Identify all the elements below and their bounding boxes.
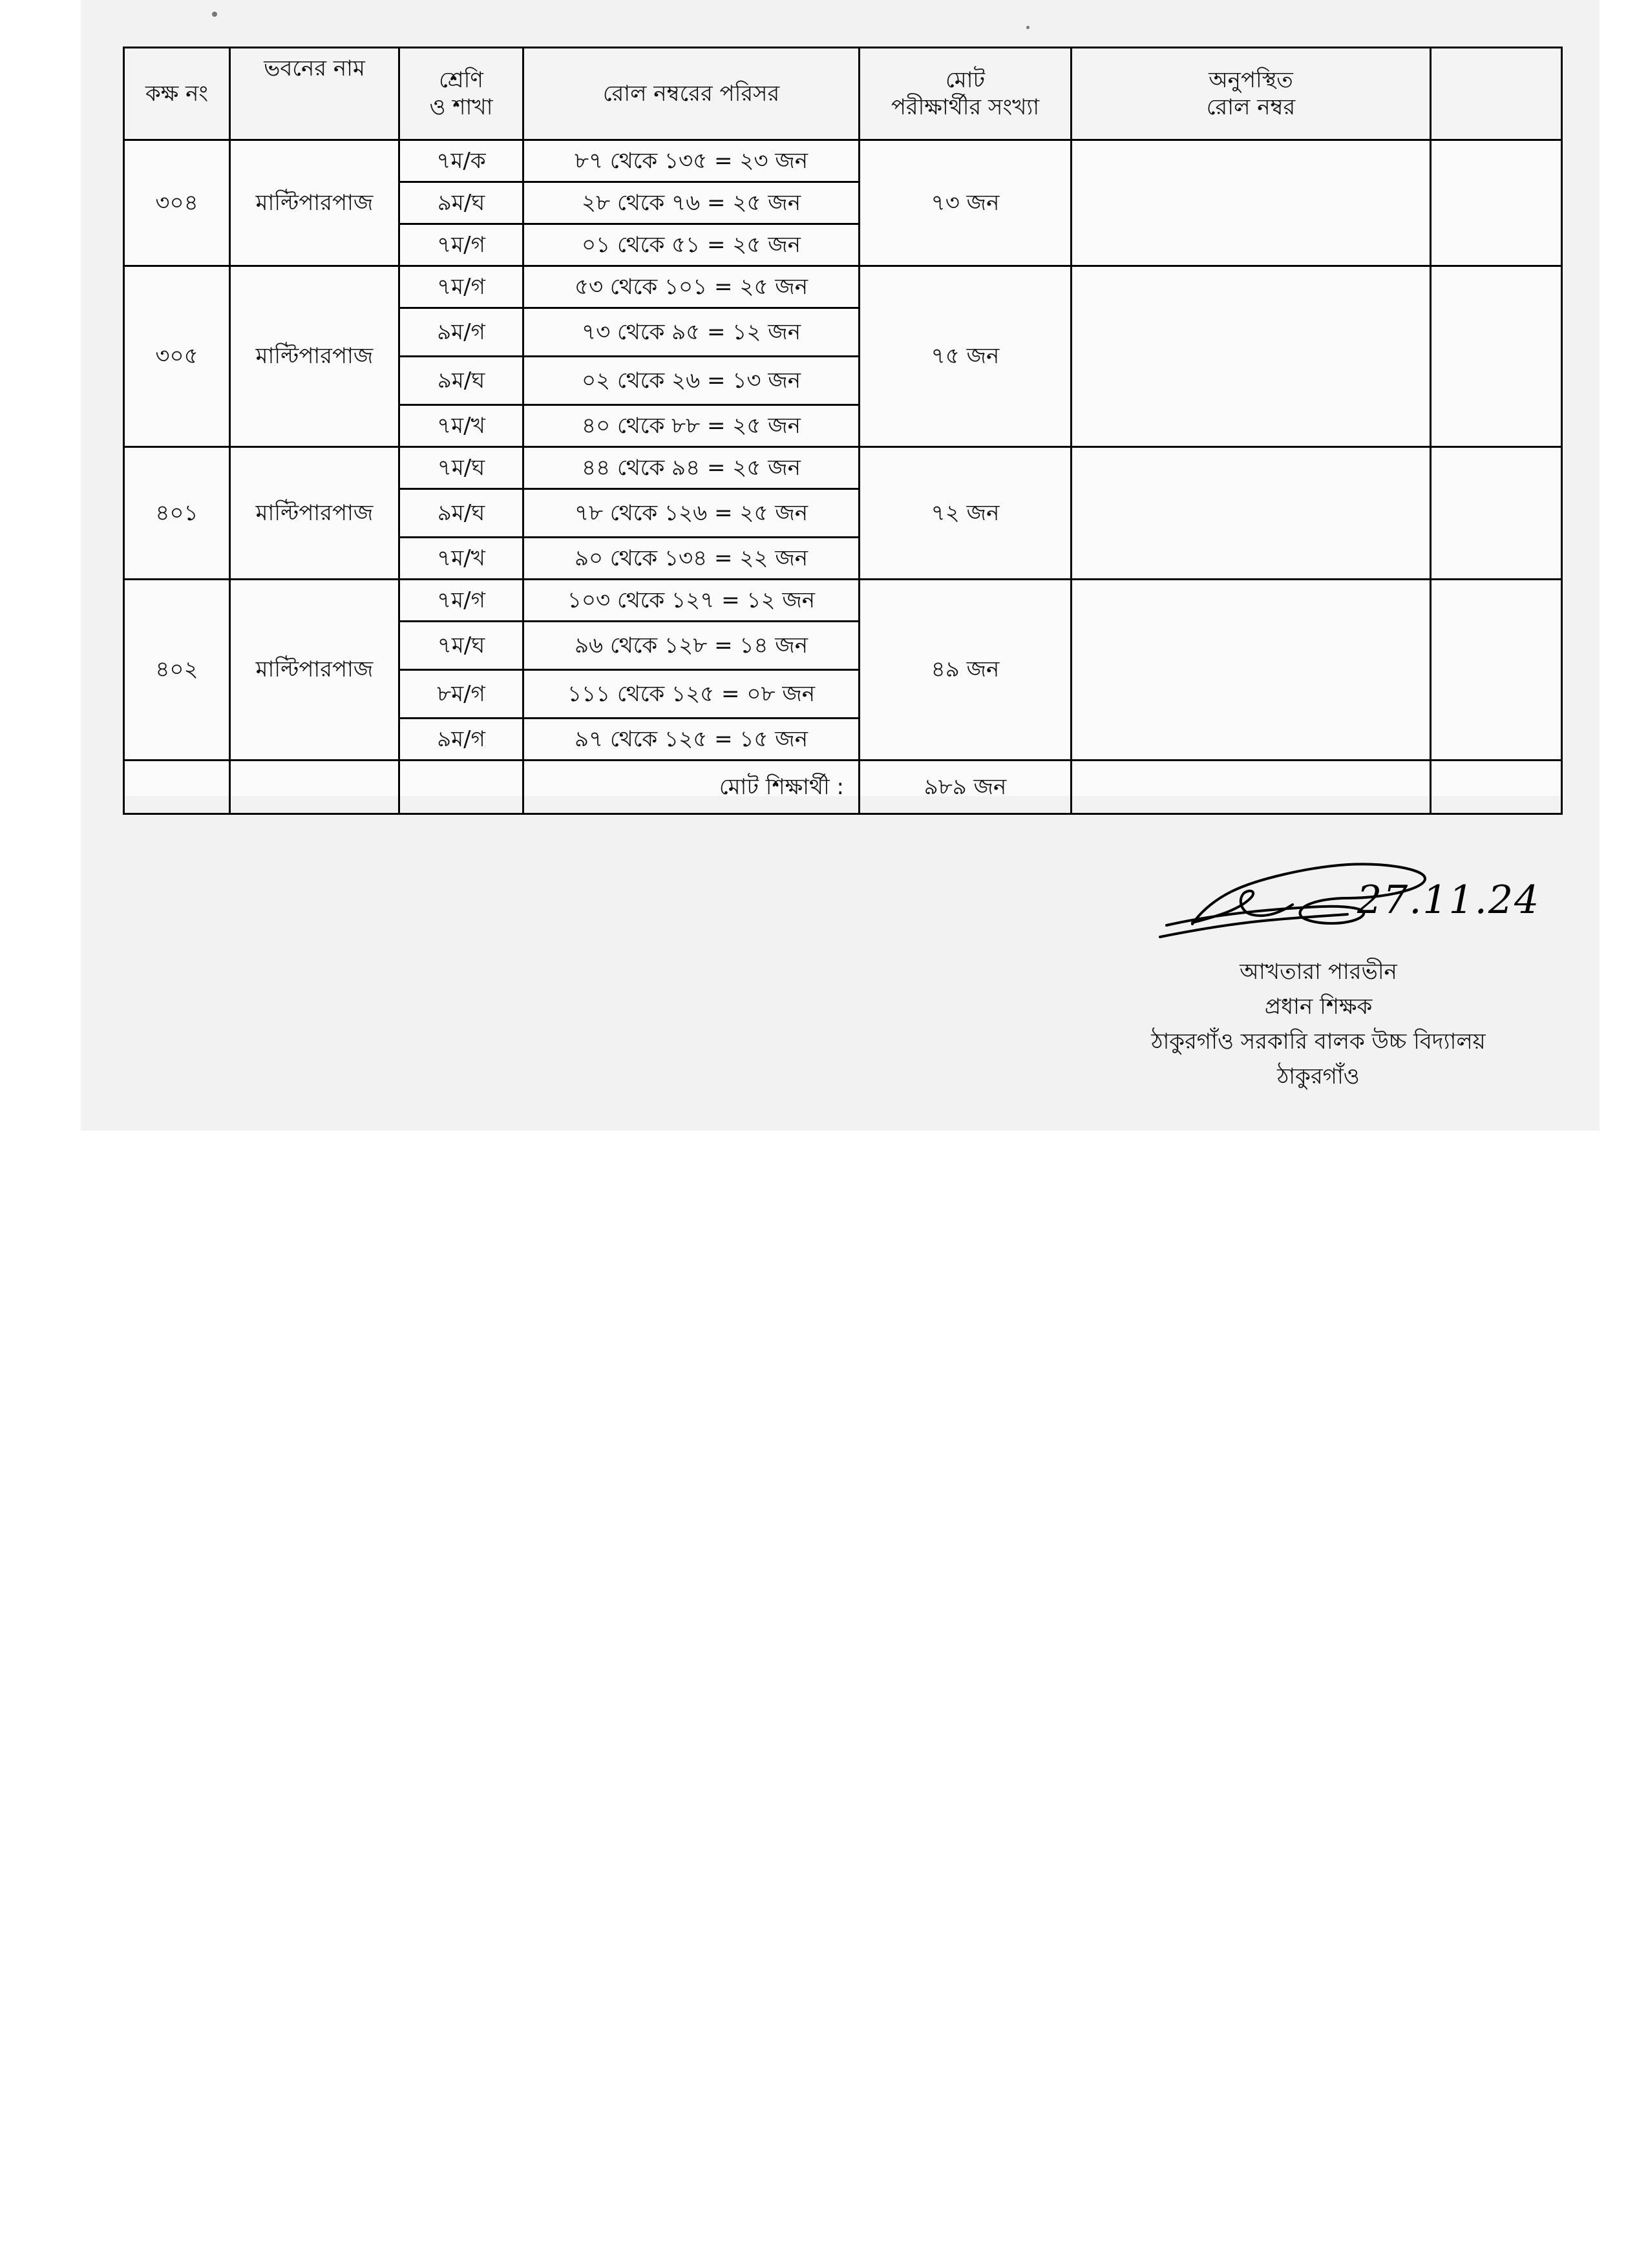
header-class — [399, 48, 523, 140]
roll-range: ৯০ থেকে ১৩৪ = ২২ জন — [523, 538, 860, 580]
seat-plan-table — [123, 47, 1563, 815]
header-absent — [1072, 48, 1431, 140]
institution-name: ঠাকুরগাঁও সরকারি বালক উচ্চ বিদ্যালয় — [1151, 1029, 1486, 1055]
signature-date: 27.11.24 — [1357, 877, 1541, 923]
header-row — [124, 48, 1562, 140]
class-section: ৯ম/গ — [399, 719, 523, 761]
roll-range: ০১ থেকে ৫১ = ২৫ জন — [523, 224, 860, 266]
table-row — [124, 140, 1562, 182]
class-section: ৭ম/ঘ — [399, 447, 523, 489]
roll-range: ৯৬ থেকে ১২৮ = ১৪ জন — [523, 622, 860, 670]
roll-range: ৯৭ থেকে ১২৫ = ১৫ জন — [523, 719, 860, 761]
header-total-line1: মোট — [945, 67, 986, 93]
absent-rolls-cell — [1072, 447, 1431, 580]
roll-range: ৪৪ থেকে ৯৪ = ২৫ জন — [523, 447, 860, 489]
class-section: ৭ম/ঘ — [399, 622, 523, 670]
class-section: ৭ম/গ — [399, 224, 523, 266]
header-roll-range: রোল নম্বরের পরিসর — [523, 48, 860, 140]
empty-cell — [1431, 761, 1562, 814]
grand-total-value: ৯৮৯ জন — [860, 761, 1072, 814]
room-total: ৪৯ জন — [860, 580, 1072, 761]
class-section: ৭ম/খ — [399, 405, 523, 447]
class-section: ৭ম/গ — [399, 580, 523, 622]
class-section: ৯ম/ঘ — [399, 182, 523, 224]
header-absent-line2: রোল নম্বর — [1206, 94, 1296, 120]
class-section: ৮ম/গ — [399, 670, 523, 719]
empty-cell — [230, 761, 399, 814]
roll-range: ০২ থেকে ২৬ = ১৩ জন — [523, 357, 860, 405]
class-section: ৭ম/ক — [399, 140, 523, 182]
building-name: মাল্টিপারপাজ — [230, 266, 399, 447]
signatory-name: আখতারা পারভীন — [1240, 959, 1397, 985]
absent-rolls-cell — [1072, 140, 1431, 266]
building-name: মাল্টিপারপাজ — [230, 447, 399, 580]
header-total — [860, 48, 1072, 140]
absent-rolls-cell — [1072, 580, 1431, 761]
roll-range: ১০৩ থেকে ১২৭ = ১২ জন — [523, 580, 860, 622]
extra-cell — [1431, 140, 1562, 266]
room-total: ৭৫ জন — [860, 266, 1072, 447]
room-number: ৪০২ — [124, 580, 230, 761]
extra-cell — [1431, 580, 1562, 761]
building-name: মাল্টিপারপাজ — [230, 140, 399, 266]
scan-speck — [212, 12, 217, 17]
empty-cell — [1072, 761, 1431, 814]
signatory-designation: প্রধান শিক্ষক — [1264, 994, 1373, 1020]
class-section: ৯ম/ঘ — [399, 357, 523, 405]
room-number: ৪০১ — [124, 447, 230, 580]
header-building: ভবনের নাম — [230, 48, 399, 140]
building-name: মাল্টিপারপাজ — [230, 580, 399, 761]
roll-range: ৫৩ থেকে ১০১ = ২৫ জন — [523, 266, 860, 308]
header-room: কক্ষ নং — [124, 48, 230, 140]
class-section: ৭ম/গ — [399, 266, 523, 308]
roll-range: ১১১ থেকে ১২৫ = ০৮ জন — [523, 670, 860, 719]
absent-rolls-cell — [1072, 266, 1431, 447]
roll-range: ২৮ থেকে ৭৬ = ২৫ জন — [523, 182, 860, 224]
header-absent-line1: অনুপস্থিত — [1209, 67, 1293, 93]
table-row — [124, 447, 1562, 489]
empty-cell — [124, 761, 230, 814]
header-class-line2: ও শাখা — [429, 94, 493, 120]
class-section: ৯ম/ঘ — [399, 489, 523, 538]
class-section: ৯ম/গ — [399, 308, 523, 357]
roll-range: ৪০ থেকে ৮৮ = ২৫ জন — [523, 405, 860, 447]
scan-speck — [1026, 26, 1030, 29]
roll-range: ৭৩ থেকে ৯৫ = ১২ জন — [523, 308, 860, 357]
class-section: ৭ম/খ — [399, 538, 523, 580]
room-total: ৭২ জন — [860, 447, 1072, 580]
header-total-line2: পরীক্ষার্থীর সংখ্যা — [891, 94, 1040, 120]
roll-range: ৭৮ থেকে ১২৬ = ২৫ জন — [523, 489, 860, 538]
room-number: ৩০৪ — [124, 140, 230, 266]
header-extra — [1431, 48, 1562, 140]
room-total: ৭৩ জন — [860, 140, 1072, 266]
header-class-line1: শ্রেণি — [439, 67, 483, 93]
table-row — [124, 266, 1562, 308]
table-row — [124, 580, 1562, 622]
grand-total-label: মোট শিক্ষার্থী : — [523, 761, 860, 814]
roll-range: ৮৭ থেকে ১৩৫ = ২৩ জন — [523, 140, 860, 182]
extra-cell — [1431, 447, 1562, 580]
extra-cell — [1431, 266, 1562, 447]
empty-cell — [399, 761, 523, 814]
room-number: ৩০৫ — [124, 266, 230, 447]
institution-place: ঠাকুরগাঁও — [1277, 1064, 1360, 1089]
grand-total-row — [124, 761, 1562, 814]
